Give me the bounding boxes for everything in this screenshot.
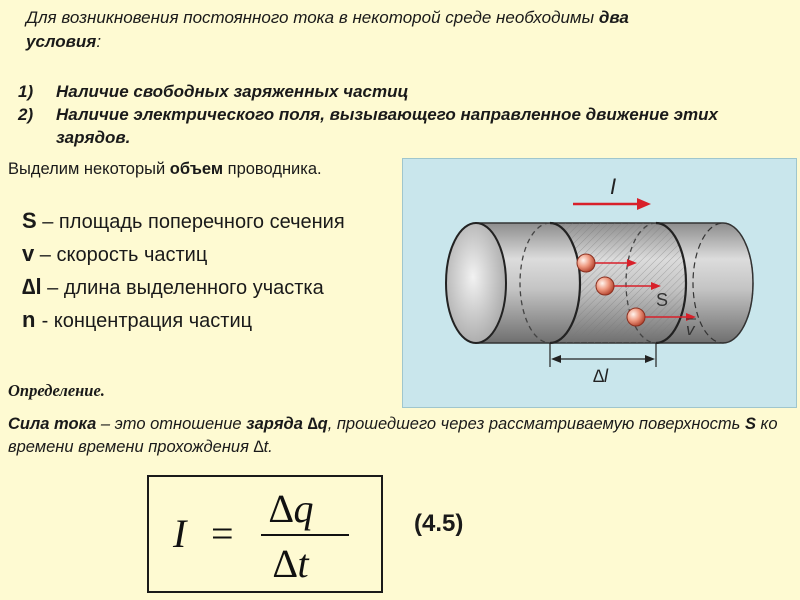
current-label: I	[610, 174, 617, 199]
definition-row	[22, 271, 345, 304]
current-definition	[8, 413, 798, 459]
velocity-label: v	[686, 320, 695, 339]
symbol-definitions	[22, 205, 345, 337]
definition-text: – скорость частиц	[34, 244, 208, 266]
cylinder-near-face	[446, 223, 506, 343]
conditions-list	[14, 80, 794, 149]
conductor-diagram	[403, 159, 796, 407]
definition-part: – это отношение	[96, 415, 247, 433]
formula-numerator: ∆q	[269, 486, 314, 531]
condition-item	[14, 103, 794, 149]
formula-equals: =	[211, 511, 234, 556]
definition-charge: заряда ∆q	[246, 415, 328, 433]
definition-text: – длина выделенного участка	[41, 277, 324, 299]
selected-part2: проводника.	[223, 160, 322, 178]
condition-item	[14, 80, 794, 103]
intro-text	[26, 6, 766, 54]
area-label: S	[656, 290, 669, 310]
condition-text: Наличие электрического поля, вызывающего направленное движение этих зарядов.	[56, 105, 718, 147]
definition-label: Определение.	[8, 381, 105, 400]
definition-text: – площадь поперечного сечения	[36, 211, 345, 233]
definition-surface: S	[744, 415, 756, 433]
current-arrowhead	[637, 198, 651, 210]
definition-symbol: S	[22, 208, 37, 233]
intro-part2: условия	[26, 32, 97, 51]
definition-term: Сила тока	[8, 415, 97, 433]
charged-particle	[627, 308, 645, 326]
definition-symbol: ∆l	[22, 274, 42, 299]
definition-symbol: v	[22, 241, 35, 266]
condition-number: 2)	[18, 105, 34, 124]
length-label: ∆l	[593, 366, 609, 386]
definition-row	[22, 304, 345, 337]
conductor-figure	[402, 158, 797, 408]
intro-part1: Для возникновения постоянного тока в некоторой среде необходимы	[26, 8, 599, 27]
selected-volume-text	[8, 160, 322, 179]
formula-denominator: ∆t	[273, 541, 309, 586]
equation-number: (4.5)	[414, 510, 464, 537]
condition-text: Наличие свободных заряженных частиц	[56, 82, 409, 101]
definition-part: , прошедшего через рассматриваемую поверхность	[327, 415, 745, 433]
definition-symbol: n	[22, 307, 42, 332]
definition-row	[22, 238, 345, 271]
selected-part1: Выделим некоторый	[8, 160, 170, 178]
charged-particle	[596, 277, 614, 295]
selected-bold: объем	[169, 160, 224, 178]
definition-part: ко времени времени прохождения ∆t.	[8, 415, 778, 456]
definition-text: - концентрация частиц	[41, 310, 253, 332]
formula	[149, 477, 381, 591]
intro-bold: два	[598, 8, 629, 27]
formula-lhs: I	[173, 511, 187, 556]
intro-colon: :	[96, 32, 102, 51]
condition-number: 1)	[18, 82, 34, 101]
formula-box	[147, 475, 383, 593]
definition-row	[22, 205, 345, 238]
charged-particle	[577, 254, 595, 272]
